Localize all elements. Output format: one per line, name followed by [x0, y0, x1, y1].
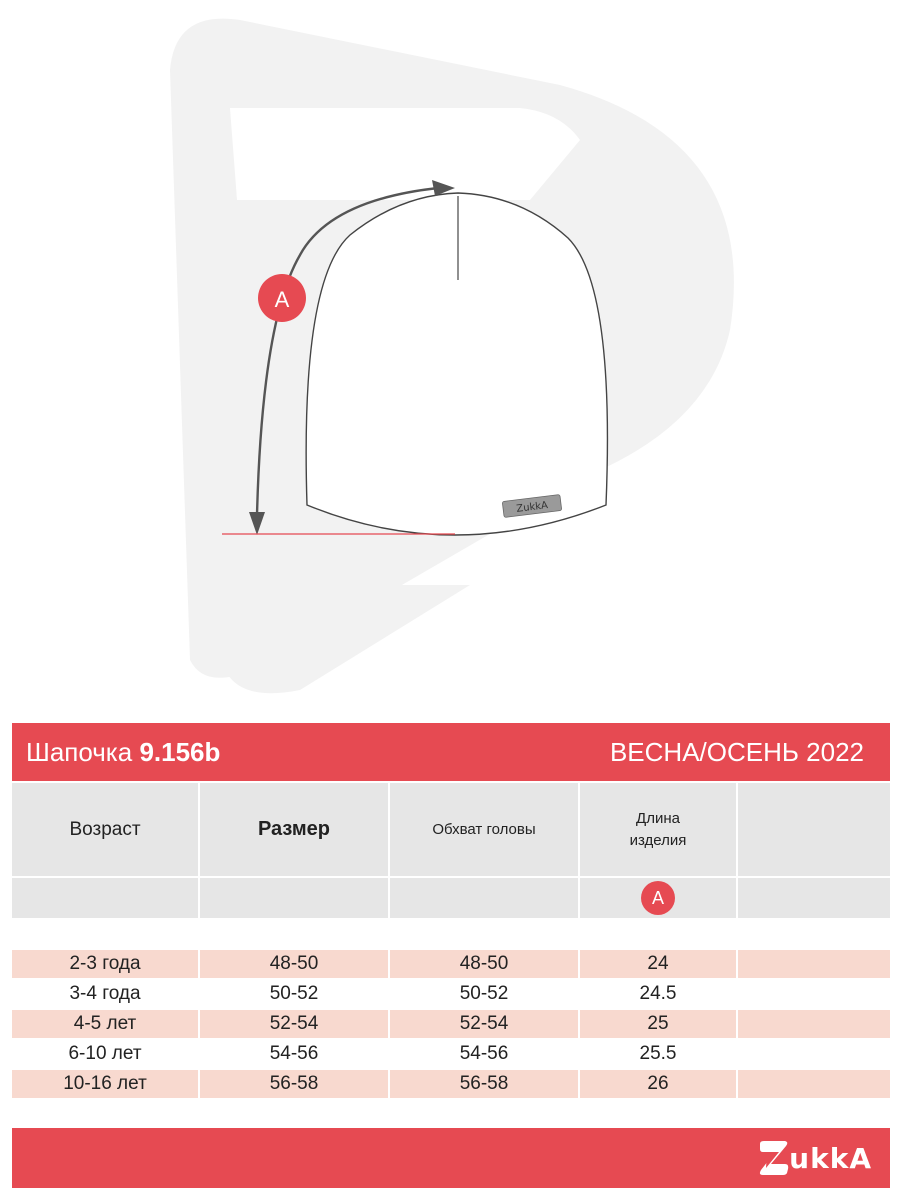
cell-empty [738, 980, 890, 1008]
column-header-empty [738, 783, 890, 876]
subheader-empty [738, 878, 890, 918]
marker-a-label: A [274, 287, 290, 312]
cell-length: 25 [580, 1010, 736, 1038]
column-header-age: Возраст [12, 783, 198, 876]
title-bar [12, 723, 890, 781]
cell-girth: 52-54 [390, 1010, 578, 1038]
brand-z-icon [757, 1140, 791, 1176]
cell-size: 54-56 [269, 1043, 319, 1064]
cell-empty [738, 950, 890, 978]
product-name: Шапочка [26, 736, 133, 767]
cell-age: 2-3 года [12, 950, 198, 978]
length-marker-badge: A [641, 881, 675, 915]
cell-empty [738, 1010, 890, 1038]
cell-length: 25.5 [639, 1043, 677, 1064]
cell-length: 24 [580, 950, 736, 978]
table-row [12, 950, 890, 980]
cell-size: 48-50 [200, 950, 388, 978]
size-table-body [12, 950, 890, 1100]
column-header-head-girth: Обхват головы [390, 783, 578, 876]
cell-age: 4-5 лет [12, 1010, 198, 1038]
table-row [12, 1010, 890, 1040]
footer-bar [12, 1128, 890, 1188]
brand-logo [757, 1140, 872, 1176]
table-row [12, 1040, 890, 1070]
column-header-length-line2: изделия [629, 831, 687, 849]
cell-girth: 54-56 [459, 1043, 509, 1064]
column-header-length [580, 783, 736, 876]
column-header-size: Размер [200, 783, 388, 876]
cell-age: 10-16 лет [12, 1070, 198, 1098]
size-table-header [12, 783, 890, 918]
cell-girth: 48-50 [390, 950, 578, 978]
cell-empty [738, 1040, 890, 1068]
product-title [26, 737, 220, 768]
subheader-girth [390, 878, 578, 918]
hat-brand-tag-text: ZukkA [515, 500, 549, 515]
subheader-size [200, 878, 388, 918]
subheader-age [12, 878, 198, 918]
cell-size: 50-52 [269, 983, 319, 1004]
hat-outline [306, 193, 607, 535]
model-code: 9.156b [139, 736, 221, 767]
cell-size: 56-58 [200, 1070, 388, 1098]
subheader-length [580, 878, 736, 918]
brand-text: ukkA [789, 1141, 872, 1175]
cell-size: 52-54 [200, 1010, 388, 1038]
cell-length: 24.5 [639, 983, 677, 1004]
cell-girth: 56-58 [390, 1070, 578, 1098]
table-row [12, 1070, 890, 1100]
cell-age: 6-10 лет [68, 1043, 142, 1064]
cell-empty [738, 1070, 890, 1098]
column-header-length-line1: Длина [636, 809, 680, 827]
cell-age: 3-4 года [69, 983, 141, 1004]
table-row [12, 980, 890, 1010]
cell-length: 26 [580, 1070, 736, 1098]
season-label: ВЕСНА/ОСЕНЬ 2022 [609, 736, 864, 767]
cell-girth: 50-52 [459, 983, 509, 1004]
